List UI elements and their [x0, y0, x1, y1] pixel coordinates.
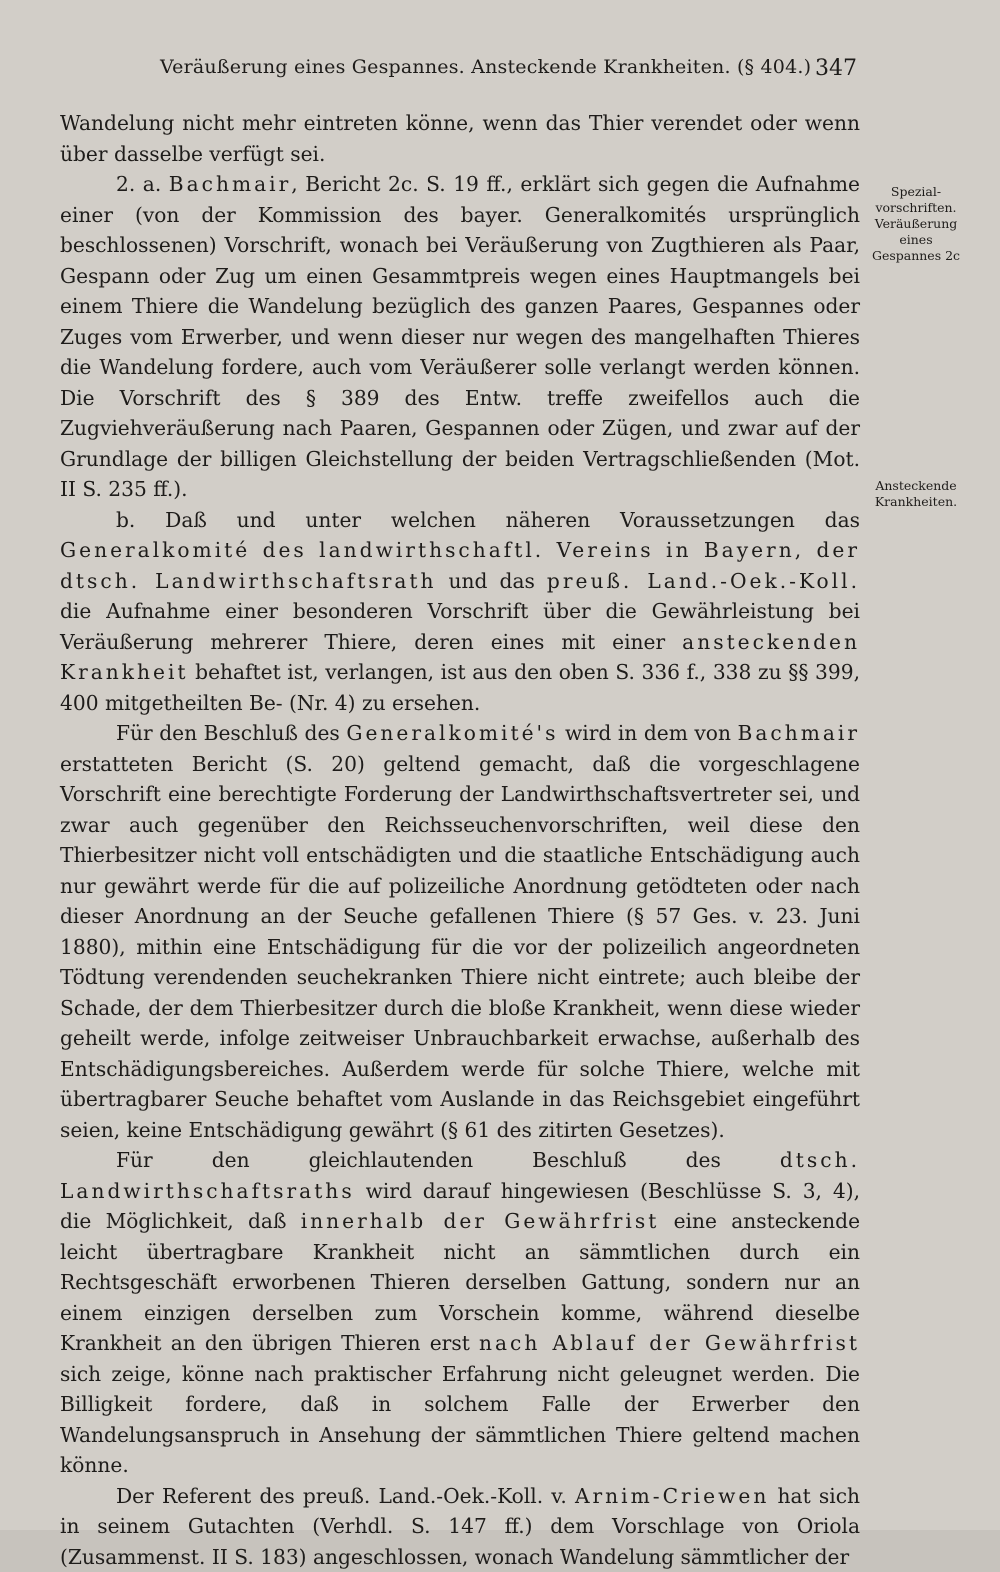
paragraph [60, 718, 860, 1145]
margin-note: Spezial-vorschriften. Veräußerung eines Gespannes 2c [866, 184, 966, 264]
emphasized-name: preuß. Land.-Oek.-Koll. [547, 569, 860, 593]
paragraph [60, 108, 860, 169]
text-run: behaftet ist, verlangen, ist aus den oben S. 336 f., 338 zu §§ 399, 400 mitgetheilten Be- (Nr. 4) zu ersehen. [60, 660, 860, 715]
text-run: die Aufnahme einer besonderen Vorschrift über die Gewährleistung bei Veräußerung mehrerer Thiere, deren eines mit einer [60, 599, 860, 654]
emphasized-name: Arnim-Criewen [575, 1484, 769, 1508]
emphasized-name: Bachmair [738, 721, 860, 745]
paragraph [60, 505, 860, 719]
text-run: Wandelung nicht mehr eintreten könne, wenn das Thier verendet oder wenn über dasselbe verfügt sei. [60, 111, 860, 166]
emphasized-name: Bachmair [169, 172, 291, 196]
emphasized-term: innerhalb der Gewährfrist [301, 1209, 660, 1233]
text-run: eine ansteckende leicht übertragbare Krankheit nicht an sämmtlichen durch ein Rechtsgeschäft erworbenen Thieren derselben Gattung, sondern nur an einem einzigen derselben zum Vorschein komme, während dieselbe Krankheit an den übrigen Thieren erst [60, 1209, 860, 1355]
paragraph [60, 1481, 860, 1572]
emphasized-term: nach Ablauf der Gewährfrist [479, 1331, 860, 1355]
emphasized-name: Generalkomité des landwirthschaftl. Vereins in Bayern, der dtsch. Landwirthschaftsrath [60, 538, 860, 593]
text-run: hat sich in seinem Gutachten (Verhdl. S. 147 ff.) dem Vorschlage von Oriola (Zusammenst. II S. 183) angeschlossen, wonach Wandelung sämmtlicher der [60, 1484, 860, 1569]
emphasized-term: ansteckenden Krankheit [60, 630, 860, 685]
running-title: Veräußerung eines Gespannes. Ansteckende Krankheiten. (§ 404.) [160, 56, 780, 78]
text-run: wird darauf hingewiesen (Beschlüsse S. 3, 4), die Möglichkeit, daß [60, 1179, 860, 1234]
page-number: 347 [815, 56, 857, 81]
margin-note: Ansteckende Krankheiten. [866, 478, 966, 510]
text-run: erstatteten Bericht (S. 20) geltend gemacht, daß die vorgeschlagene Vorschrift eine berechtigte Forderung der Landwirthschaftsvertreter sei, und zwar auch gegenüber den Reichsseuchenvorschriften, weil diese den Thierbesitzer nicht voll entschädigten und die staatliche Entschädigung auch nur gewährt werde für die auf polizeiliche Anordnung getödteten oder nach dieser Anordnung an der Seuche gefallenen Thiere (§ 57 Ges. v. 23. Juni 1880), mithin eine Entschädigung für die vor der polizeilich angeordneten Tödtung verendenden seuchekranken Thiere nicht eintrete; auch bleibe der Schade, der dem Thierbesitzer durch die bloße Krankheit, wenn diese wieder geheilt werde, infolge zeitweiser Unbrauchbarkeit erwachse, außerhalb des Entschädigungsbereiches. Außerdem werde für solche Thiere, welche mit übertragbarer Seuche behaftet vom Auslande in das Reichsgebiet eingeführt seien, keine Entschädigung gewährt (§ 61 des zitirten Gesetzes). [60, 752, 860, 1142]
text-run: Der Referent des preuß. Land.-Oek.-Koll. v. [116, 1484, 575, 1508]
text-run: Für den Beschluß des [116, 721, 346, 745]
paragraph [60, 1145, 860, 1481]
text-run: , Bericht 2c. S. 19 ff., erklärt sich gegen die Aufnahme einer (von der Kommission des bayer. Generalkomités ursprünglich beschlossenen) Vorschrift, wonach bei Veräußerung von Zugthieren als Paar, Gespann oder Zug um einen Gesammtpreis wegen eines Hauptmangels bei einem Thiere die Wandelung bezüglich des ganzen Paares, Gespannes oder Zuges vom Erwerber, und wenn dieser nur wegen des mangelhaften Thieres die Wandelung fordere, auch vom Veräußerer solle verlangt werden können. Die Vorschrift des § 389 des Entw. treffe zweifellos auch die Zugviehveräußerung nach Paaren, Gespannen oder Zügen, und zwar auf der Grundlage der billigen Gleichstellung der beiden Vertragschließenden (Mot. II S. 235 ff.). [60, 172, 860, 501]
text-run: 2. a. [116, 172, 169, 196]
text-run: und das [437, 569, 547, 593]
text-run: wird in dem von [558, 721, 737, 745]
paragraph [60, 169, 860, 505]
text-run: sich zeige, könne nach praktischer Erfahrung nicht geleugnet werden. Die Billigkeit fordere, daß in solchem Falle der Erwerber den Wandelungsanspruch in Ansehung der sämmtlichen Thiere geltend machen könne. [60, 1362, 860, 1478]
emphasized-name: dtsch. Landwirthschaftsraths [60, 1148, 860, 1203]
body-text [60, 108, 860, 1572]
emphasized-name: Generalkomité's [346, 721, 558, 745]
text-run: b. Daß und unter welchen näheren Voraussetzungen das [116, 508, 860, 532]
text-run: Für den gleichlautenden Beschluß des [116, 1148, 780, 1172]
